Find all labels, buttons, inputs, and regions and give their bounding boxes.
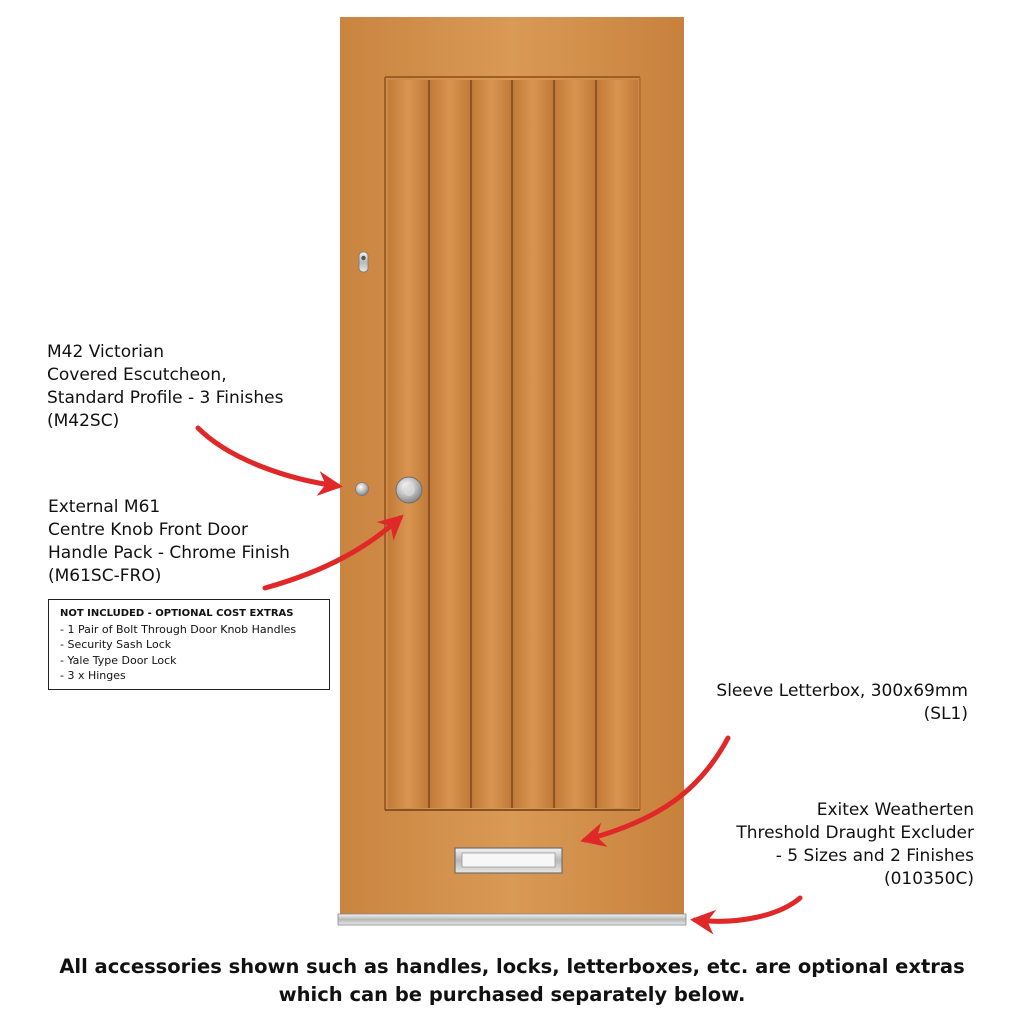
knob-label-line: (M61SC-FRO) — [48, 566, 162, 586]
door-boards — [388, 80, 638, 808]
weatherten-label-line: Threshold Draught Excluder — [736, 823, 974, 843]
knob-label-line: External M61 — [48, 497, 161, 517]
weatherten-label-line: (010350C) — [883, 869, 974, 889]
escutcheon — [356, 483, 369, 496]
letterbox-label — [716, 680, 968, 726]
door-viewer — [359, 252, 368, 272]
footer-line: which can be purchased separately below. — [278, 983, 746, 1006]
escutcheon-label-line: Covered Escutcheon, — [47, 365, 227, 385]
extras-item: - Security Sash Lock — [60, 638, 172, 651]
weatherten-label-line: Exitex Weatherten — [816, 800, 974, 820]
centre-knob — [396, 477, 422, 503]
letterbox — [455, 848, 562, 873]
arrow-weatherbar — [695, 898, 800, 921]
footer-line: All accessories shown such as handles, locks, letterboxes, etc. are optional extras — [59, 955, 965, 978]
arrow-escutcheon — [198, 428, 338, 486]
letterbox-label-line: (SL1) — [923, 704, 968, 724]
escutcheon-label-line: M42 Victorian — [47, 342, 164, 362]
extras-title: NOT INCLUDED - OPTIONAL COST EXTRAS — [60, 608, 294, 619]
escutcheon-label — [47, 341, 283, 433]
escutcheon-label-line: (M42SC) — [47, 411, 120, 431]
letterbox-label-line: Sleeve Letterbox, 300x69mm — [716, 681, 968, 701]
weatherbar — [338, 914, 686, 925]
weatherten-label-line: - 5 Sizes and 2 Finishes — [775, 846, 974, 866]
optional-extras-box — [48, 599, 330, 690]
knob-label-line: Centre Knob Front Door — [48, 520, 249, 540]
weatherten-label — [736, 799, 974, 891]
escutcheon-label-line: Standard Profile - 3 Finishes — [47, 388, 284, 408]
extras-item: - 3 x Hinges — [60, 669, 126, 682]
extras-item: - Yale Type Door Lock — [60, 653, 177, 667]
extras-item: - 1 Pair of Bolt Through Door Knob Handles — [60, 622, 297, 636]
knob-label-line: Handle Pack - Chrome Finish — [48, 543, 290, 563]
knob-label — [48, 496, 290, 588]
footer-note — [0, 953, 1024, 1009]
